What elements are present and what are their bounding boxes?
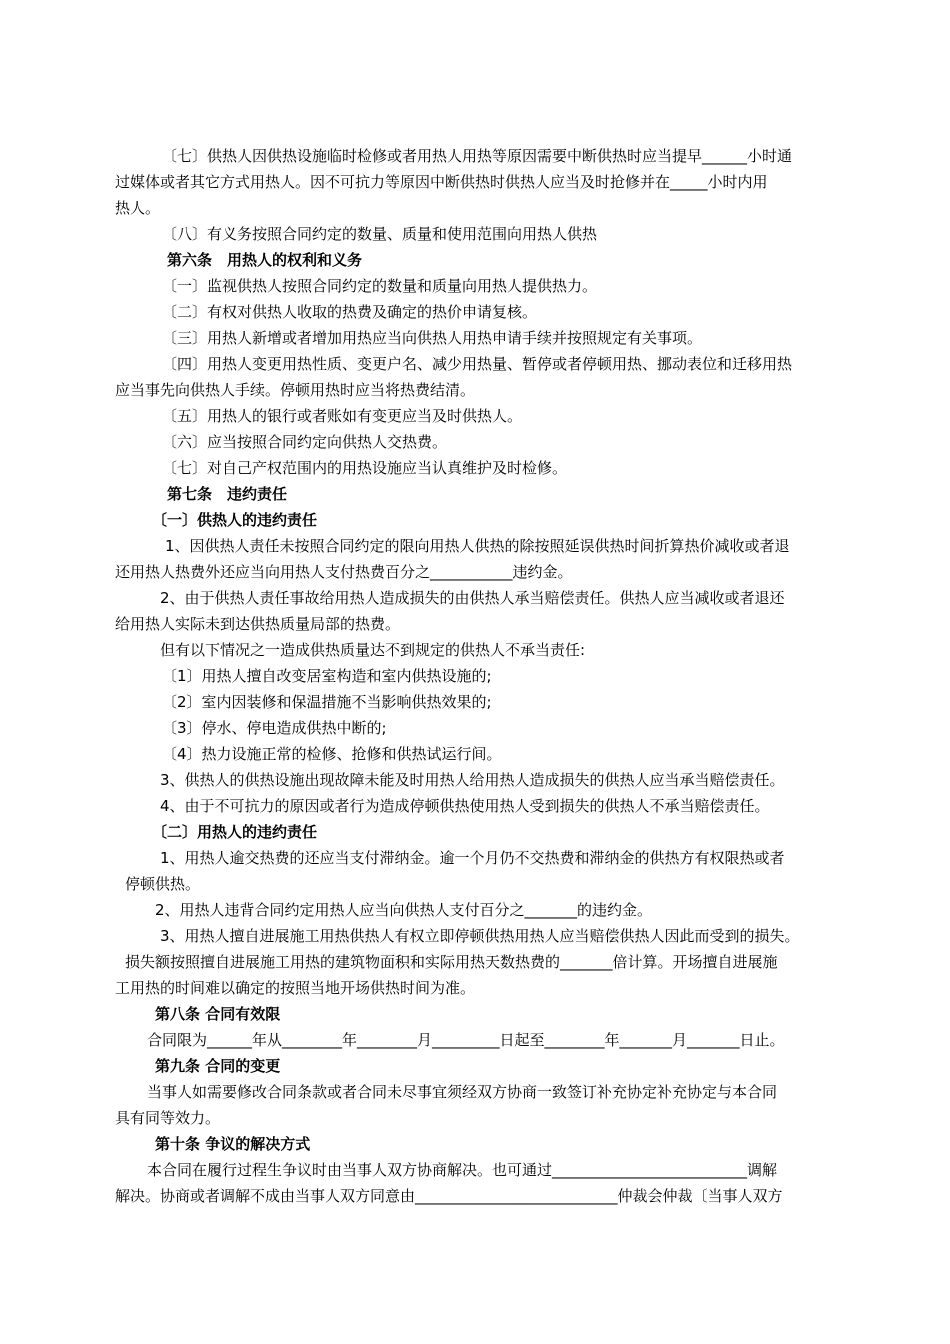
text-line: 还用热人热费外还应当向用热人支付热费百分之___________违约金。 [115,563,573,581]
section-heading: 第七条 违约责任 [167,485,288,503]
text-line: 具有同等效力。 [115,1109,221,1127]
text-line: 〔六〕应当按照合同约定向供热人交热费。 [162,433,448,451]
text-line: 2、由于供热人责任事故给用热人造成损失的由供热人承当赔偿责任。供热人应当减收或者退还 [160,589,785,607]
text-line: 〔七〕对自己产权范围内的用热设施应当认真维护及时检修。 [162,459,568,477]
text-line: 〔三〕用热人新增或者增加用热应当向供热人用热申请手续并按照规定有关事项。 [162,329,703,347]
text-line: 〔一〕监视供热人按照合同约定的数量和质量向用热人提供热力。 [162,277,598,295]
text-line: 合同限为______年从________年________月_________日起至________年_______月_______日止。 [147,1031,785,1049]
section-heading: 第八条 合同有效限 [155,1005,281,1023]
text-line: 1、用热人逾交热费的还应当支付滞纳金。逾一个月仍不交热费和滞纳金的供热方有权限热或者 [160,849,785,867]
text-line: 3、供热人的供热设施出现故障未能及时用热人给用热人造成损失的供热人应当承当赔偿责任。 [160,771,785,789]
text-line: 〔八〕有义务按照合同约定的数量、质量和使用范围向用热人供热 [162,225,598,243]
text-line: 2、用热人违背合同约定用热人应当向供热人支付百分之_______的违约金。 [155,901,653,919]
text-line: 3、用热人擅自进展施工用热供热人有权立即停顿供热用热人应当赔偿供热人因此而受到的损失。 [160,927,800,945]
section-heading: 第九条 合同的变更 [155,1057,281,1075]
text-line: 〔4〕热力设施正常的检修、抢修和供热试运行间。 [162,745,502,763]
text-line: 〔四〕用热人变更用热性质、变更户名、减少用热量、暂停或者停顿用热、挪动表位和迁移用热 [162,355,793,373]
text-line: 给用热人实际未到达供热质量局部的热费。 [115,615,401,633]
text-line: 损失额按照擅自进展施工用热的建筑物面积和实际用热天数热费的_______倍计算。开场擅自进展施 [125,953,778,971]
text-line: 〔七〕供热人因供热设施临时检修或者用热人用热等原因需要中断供热时应当提早______小时通 [162,147,793,165]
section-heading: 第六条 用热人的权利和义务 [167,251,363,269]
text-line: 应当事先向供热人手续。停顿用热时应当将热费结清。 [115,381,476,399]
text-line: 〔2〕室内因装修和保温措施不当影响供热效果的; [162,693,492,711]
text-line: 〔二〕有权对供热人收取的热费及确定的热价申请复核。 [162,303,538,321]
text-line: 但有以下情况之一造成供热质量达不到规定的供热人不承当责任: [160,641,586,659]
document-body [115,143,855,1209]
text-line: 过媒体或者其它方式用热人。因不可抗力等原因中断供热时供热人应当及时抢修并在_____小时内用 [115,173,768,191]
text-line: 〔五〕用热人的银行或者账如有变更应当及时供热人。 [162,407,523,425]
text-line: 解决。协商或者调解不成由当事人双方同意由___________________________仲裁会仲裁〔当事人双方 [115,1187,783,1205]
text-line: 当事人如需要修改合同条款或者合同未尽事宜须经双方协商一致签订补充协定补充协定与本合同 [147,1083,778,1101]
text-line: 本合同在履行过程生争议时由当事人双方协商解决。也可通过__________________________调解 [147,1161,778,1179]
section-heading: 〔一〕供热人的违约责任 [152,511,318,529]
text-line: 热人。 [115,199,161,217]
text-line: 工用热的时间难以确定的按照当地开场供热时间为准。 [115,979,476,997]
text-line: 4、由于不可抗力的原因或者行为造成停顿供热使用热人受到损失的供热人不承当赔偿责任。 [160,797,770,815]
text-line: 〔3〕停水、停电造成供热中断的; [162,719,387,737]
text-line: 停顿供热。 [125,875,201,893]
section-heading: 第十条 争议的解决方式 [155,1135,311,1153]
section-heading: 〔二〕用热人的违约责任 [152,823,318,841]
text-line: 1、因供热人责任未按照合同约定的限向用热人供热的除按照延误供热时间折算热价减收或者退 [165,537,790,555]
text-line: 〔1〕用热人擅自改变居室构造和室内供热设施的; [162,667,492,685]
